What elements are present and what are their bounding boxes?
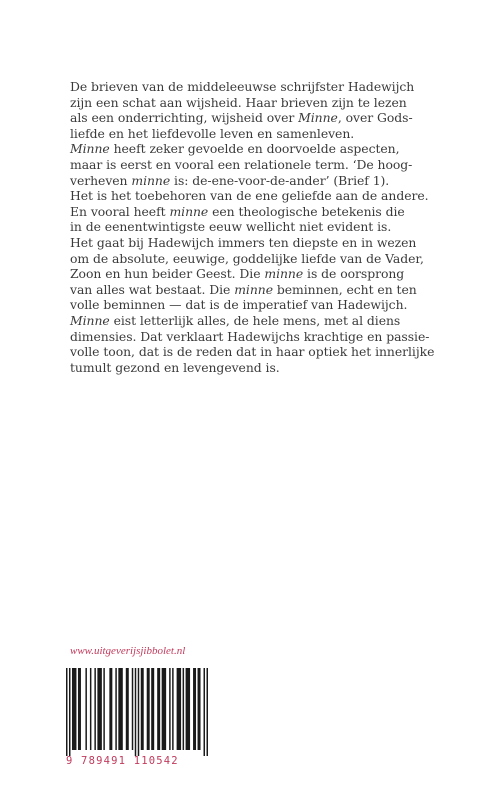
- barcode-bar: [157, 668, 160, 750]
- blurb-line: dimensies. Dat verklaart Hadewijchs krachtige en passie-: [70, 328, 430, 344]
- blurb-line: volle beminnen — dat is de imperatief van Hadewijch.: [70, 297, 408, 313]
- barcode-bar: [151, 668, 154, 750]
- blurb-line: liefde en het liefdevolle leven en samenleven.: [70, 125, 355, 141]
- barcode-bar: [66, 668, 67, 756]
- barcode-bars: [66, 668, 208, 756]
- blurb-line: om de absolute, eeuwige, goddelijke liefde van de Vader,: [70, 250, 424, 266]
- blurb-line: van alles wat bestaat. Die minne beminnen, echt en ten: [70, 281, 417, 297]
- barcode-bar: [94, 668, 95, 750]
- barcode-bar: [118, 668, 122, 750]
- barcode-bar: [162, 668, 166, 750]
- blurb-line: Het is het toebehoren van de ene geliefde aan de andere.: [70, 188, 429, 204]
- barcode-bar: [169, 668, 170, 750]
- barcode-bar: [177, 668, 181, 750]
- blurb-line: Minne heeft zeker gevoelde en doorvoelde aspecten,: [70, 141, 400, 157]
- barcode-bar: [193, 668, 196, 750]
- barcode-bar: [141, 668, 144, 750]
- barcode-bar: [183, 668, 184, 750]
- blurb-text: [70, 79, 435, 375]
- barcode-bar: [97, 668, 101, 750]
- barcode-bar: [72, 668, 76, 750]
- blurb-line: volle toon, dat is de reden dat in haar optiek het innerlijke: [70, 344, 435, 360]
- barcode-bar: [135, 668, 136, 756]
- blurb-line: in de eenentwintigste eeuw wellicht niet evident is.: [70, 219, 392, 235]
- barcode-bar: [132, 668, 133, 750]
- barcode-bar: [109, 668, 112, 750]
- barcode-bar: [138, 668, 139, 756]
- blurb-line: Het gaat bij Hadewijch immers ten diepste en in wezen: [70, 234, 417, 250]
- barcode-bar: [115, 668, 116, 750]
- barcode-bar: [85, 668, 86, 750]
- barcode-bar: [78, 668, 81, 750]
- barcode-bar: [204, 668, 205, 756]
- barcode-bar: [147, 668, 150, 750]
- blurb-line: verheven minne is: de-ene-voor-de-ander’ (Brief 1).: [70, 172, 390, 188]
- blurb-line: De brieven van de middeleeuwse schrijfster Hadewijch: [70, 79, 415, 94]
- blurb-line: En vooral heeft minne een theologische betekenis die: [70, 203, 405, 219]
- barcode-bar: [126, 668, 129, 750]
- barcode-bar: [69, 668, 70, 756]
- blurb-line: tumult gezond en levengevend is.: [70, 359, 280, 375]
- blurb-line: maar is eerst en vooral een relationele term. ‘De hoog-: [70, 156, 413, 172]
- blurb-line: zijn een schat aan wijsheid. Haar brieven zijn te lezen: [70, 94, 407, 110]
- barcode-bar: [207, 668, 208, 756]
- barcode-bar: [90, 668, 91, 750]
- isbn-barcode: [66, 668, 208, 778]
- barcode-bar: [172, 668, 173, 750]
- publisher-url[interactable]: www.uitgeverijsjibbolet.nl: [70, 645, 186, 657]
- isbn-number: 9 789491 110542: [66, 755, 179, 767]
- blurb-line: Zoon en hun beider Geest. Die minne is de oorsprong: [70, 266, 405, 282]
- barcode-bar: [186, 668, 190, 750]
- barcode-bar: [198, 668, 201, 750]
- barcode-bar: [103, 668, 104, 750]
- blurb-line: Minne eist letterlijk alles, de hele mens, met al diens: [70, 312, 401, 328]
- blurb-line: als een onderrichting, wijsheid over Minne, over Gods-: [70, 110, 413, 126]
